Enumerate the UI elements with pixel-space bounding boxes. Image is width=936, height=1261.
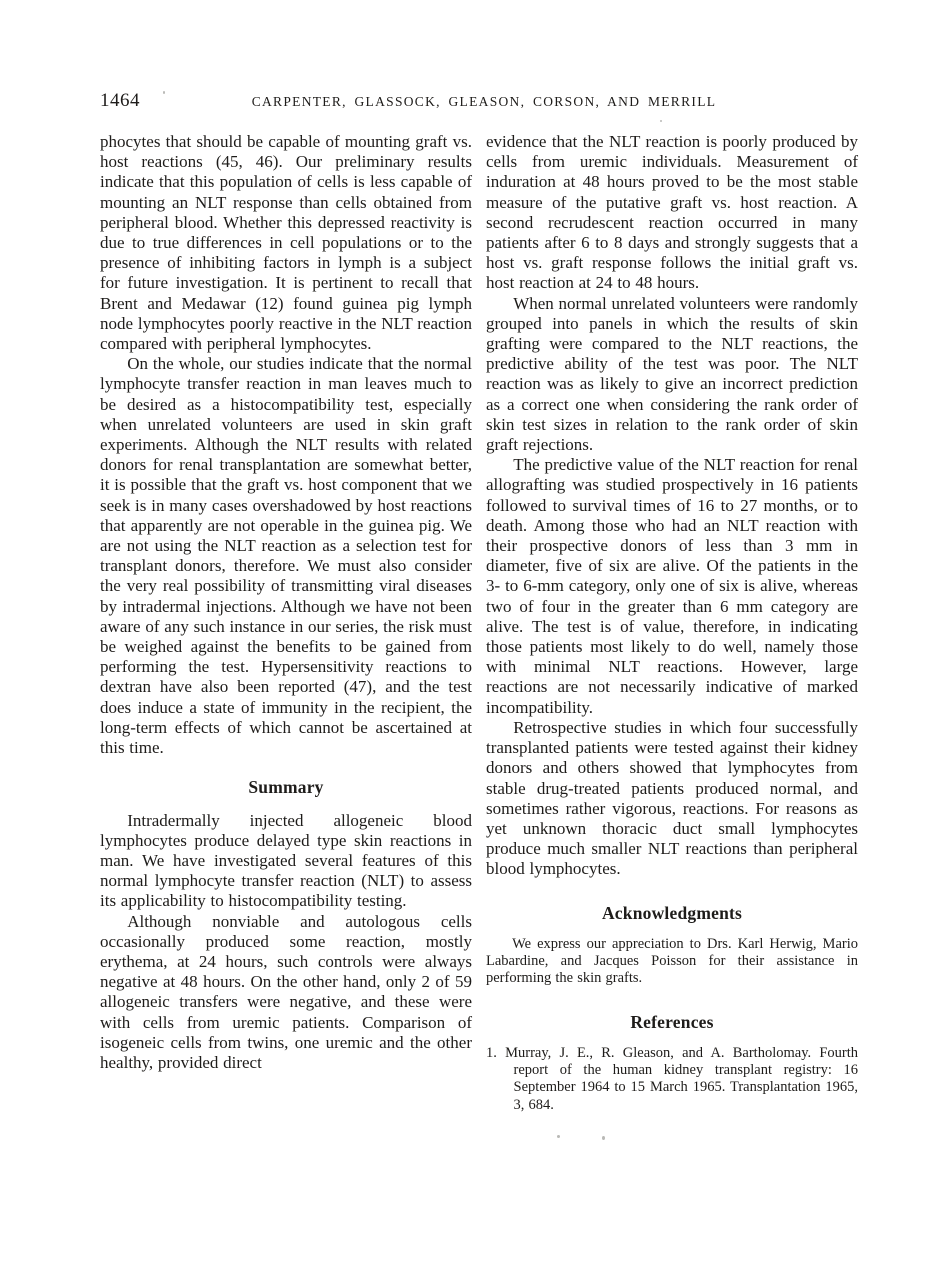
paragraph-retrospective: Retrospective studies in which four successfully transplanted patients were tested against their kidney donors and others showed that lymphocytes from stable drug-treated patients produced normal, and sometimes rather vigorous, reactions. For reasons as yet unknown thoracic duct small lymphocytes produce much smaller NLT reactions than peripheral blood lymphocytes. [486, 717, 858, 879]
right-column [486, 132, 858, 1114]
paragraph-evidence: evidence that the NLT reaction is poorly produced by cells from uremic individuals. Measurement of induration at 48 hours proved to be the most stable measure of the putative graft vs. host reaction. A second recrudescent reaction occurred in many patients after 6 to 8 days and strongly suggests that a host vs. graft response follows the initial graft vs. host reaction at 24 to 48 hours. [486, 132, 858, 293]
page-header [100, 90, 858, 111]
reference-number: 1. [486, 1044, 497, 1061]
scan-speck [602, 1136, 605, 1140]
left-column [100, 132, 472, 1114]
scan-speck [660, 120, 662, 122]
reference-text: Murray, J. E., R. Gleason, and A. Bartholomay. Fourth report of the human kidney transplant registry: 16 September 1964 to 15 March 1965. Transplantation 1965, 3, 684. [505, 1044, 859, 1113]
scan-speck [557, 1135, 560, 1138]
paragraph-when-normal: When normal unrelated volunteers were randomly grouped into panels in which the results of skin grafting were compared to the NLT reactions, the predictive ability of the test was poor. The NLT reaction was as likely to give an incorrect prediction as a correct one when considering the rank order of skin test sizes in relation to the rank order of skin graft rejections. [486, 293, 858, 455]
running-title: CARPENTER, GLASSOCK, GLEASON, CORSON, AND MERRILL [251, 94, 717, 109]
references-heading: References [630, 1011, 714, 1032]
acknowledgments-heading: Acknowledgments [601, 902, 743, 923]
paragraph-continuation: phocytes that should be capable of mounting graft vs. host reactions (45, 46). Our preliminary results indicate that this population of cells is less capable of mounting an NLT response than cells obtained from peripheral blood. Whether this depressed reactivity is due to true differences in cell populations or to the presence of inhibiting factors in lymph is a subject for future investigation. It is pertinent to recall that Brent and Medawar (12) found guinea pig lymph node lymphocytes poorly reactive in the NLT reaction compared with peripheral lymphocytes. [100, 132, 472, 354]
scan-speck [163, 91, 165, 94]
reference-item [486, 1045, 858, 1114]
summary-paragraph-2: Although nonviable and autologous cells occasionally produced some reaction, mostly erythema, at 24 hours, such controls were always negative at 48 hours. On the other hand, only 2 of 59 allogeneic transfers were negative, and these were with cells from uremic patients. Comparison of isogeneic cells from twins, one uremic and the other healthy, provided direct [100, 911, 472, 1072]
page-number: 1464 [100, 90, 140, 111]
two-column-body [100, 132, 858, 1114]
reference-list [486, 1045, 858, 1114]
paragraph-predictive-value: The predictive value of the NLT reaction for renal allografting was studied prospectively in 16 patients followed to survival times of 16 to 27 months, or to death. Among those who had an NLT reaction with their prospective donors of less than 3 mm in diameter, five of six are alive. Of the patients in the 3- to 6-mm category, only one of six is alive, whereas two of four in the greater than 6 mm category are alive. The test is of value, therefore, in indicating those patients most likely to do well, namely those with minimal NLT reactions. However, large reactions are not necessarily indicative of marked incompatibility. [486, 455, 858, 717]
acknowledgments-text: We express our appreciation to Drs. Karl Herwig, Mario Labardine, and Jacques Poisson for their assistance in performing the skin grafts. [486, 935, 858, 987]
paragraph-on-the-whole: On the whole, our studies indicate that the normal lymphocyte transfer reaction in man leaves much to be desired as a histocompatibility test, especially when unrelated volunteers are used in skin graft experiments. Although the NLT results with related donors for renal transplantation are somewhat better, it is possible that the graft vs. host component that we seek is in many cases overshadowed by host reactions that apparently are not operable in the guinea pig. We are not using the NLT reaction as a selection test for transplant donors, therefore. We must also consider the very real possibility of transmitting viral diseases by intradermal injections. Although we have not been aware of any such instance in our series, the risk must be weighed against the benefits to be gained from performing the test. Hypersensitivity reactions to dextran have also been reported (47), and the test does induce a state of immunity in the recipient, the long-term effects of which cannot be ascertained at this time. [100, 354, 472, 758]
summary-heading: Summary [248, 777, 324, 798]
summary-paragraph-1: Intradermally injected allogeneic blood lymphocytes produce delayed type skin reactions in man. We have investigated several features of this normal lymphocyte transfer reaction (NLT) to assess its applicability to histocompatibility testing. [100, 810, 472, 911]
